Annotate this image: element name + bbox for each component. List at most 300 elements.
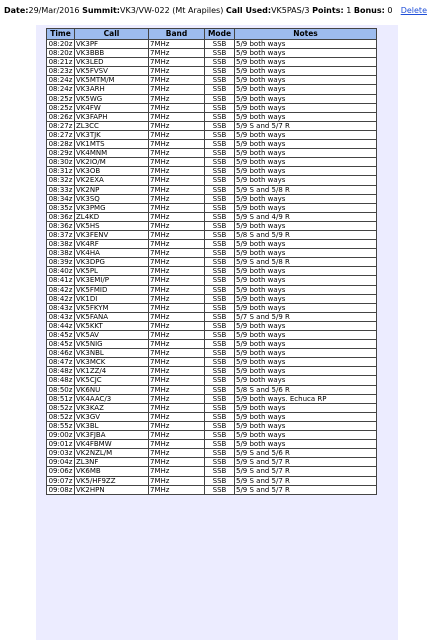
notes-cell: 5/9 both ways — [235, 240, 377, 249]
band-cell: 7MHz — [149, 467, 205, 476]
notes-cell: 5/9 both ways — [235, 176, 377, 185]
mode-cell: SSB — [205, 221, 235, 230]
table-body — [47, 40, 377, 495]
band-cell: 7MHz — [149, 121, 205, 130]
band-cell: 7MHz — [149, 385, 205, 394]
table-row — [47, 485, 377, 494]
table-row — [47, 167, 377, 176]
time-cell: 08:24z — [47, 85, 75, 94]
mode-cell: SSB — [205, 476, 235, 485]
call-cell: VK2NP — [75, 185, 149, 194]
table-row — [47, 385, 377, 394]
table-row — [47, 376, 377, 385]
band-cell: 7MHz — [149, 130, 205, 139]
call-cell: VK3BBB — [75, 49, 149, 58]
band-cell: 7MHz — [149, 312, 205, 321]
table-row — [47, 431, 377, 440]
table-row — [47, 349, 377, 358]
notes-cell: 5/9 both ways — [235, 149, 377, 158]
table-row — [47, 412, 377, 421]
band-cell: 7MHz — [149, 58, 205, 67]
call-cell: VK6NU — [75, 385, 149, 394]
notes-cell: 5/9 both ways — [235, 112, 377, 121]
time-cell: 08:29z — [47, 149, 75, 158]
call-cell: VK6MB — [75, 467, 149, 476]
time-cell: 08:47z — [47, 358, 75, 367]
call-cell: VK5HS — [75, 221, 149, 230]
band-cell: 7MHz — [149, 340, 205, 349]
time-cell: 08:25z — [47, 103, 75, 112]
time-cell: 08:51z — [47, 394, 75, 403]
call-value: VK5PAS/3 — [271, 6, 310, 15]
band-cell: 7MHz — [149, 203, 205, 212]
call-cell: VK2HPN — [75, 485, 149, 494]
notes-cell: 5/7 S and 5/9 R — [235, 312, 377, 321]
notes-cell: 5/9 both ways — [235, 67, 377, 76]
time-cell: 08:27z — [47, 121, 75, 130]
notes-cell: 5/9 both ways — [235, 367, 377, 376]
mode-cell: SSB — [205, 467, 235, 476]
table-row — [47, 367, 377, 376]
points-value: 1 — [346, 6, 352, 15]
band-cell: 7MHz — [149, 367, 205, 376]
mode-cell: SSB — [205, 340, 235, 349]
time-cell: 08:43z — [47, 312, 75, 321]
call-cell: VK2NZL/M — [75, 449, 149, 458]
band-cell: 7MHz — [149, 421, 205, 430]
time-cell: 08:33z — [47, 185, 75, 194]
time-cell: 08:43z — [47, 303, 75, 312]
notes-cell: 5/9 S and 4/9 R — [235, 212, 377, 221]
time-cell: 08:28z — [47, 140, 75, 149]
notes-cell: 5/9 both ways — [235, 158, 377, 167]
table-row — [47, 194, 377, 203]
call-cell: VK4RF — [75, 240, 149, 249]
mode-cell: SSB — [205, 276, 235, 285]
call-cell: VK3FENV — [75, 230, 149, 239]
mode-cell: SSB — [205, 431, 235, 440]
call-cell: ZL3NF — [75, 458, 149, 467]
band-cell: 7MHz — [149, 403, 205, 412]
time-cell: 08:36z — [47, 221, 75, 230]
mode-cell: SSB — [205, 440, 235, 449]
table-row — [47, 185, 377, 194]
mode-cell: SSB — [205, 67, 235, 76]
band-cell: 7MHz — [149, 458, 205, 467]
table-row — [47, 358, 377, 367]
mode-cell: SSB — [205, 49, 235, 58]
band-cell: 7MHz — [149, 40, 205, 49]
time-cell: 08:37z — [47, 230, 75, 239]
notes-cell: 5/9 S and 5/8 R — [235, 258, 377, 267]
call-cell: VK3FAPH — [75, 112, 149, 121]
band-cell: 7MHz — [149, 158, 205, 167]
band-cell: 7MHz — [149, 176, 205, 185]
table-row — [47, 230, 377, 239]
call-cell: VK5WG — [75, 94, 149, 103]
band-cell: 7MHz — [149, 140, 205, 149]
time-cell: 08:27z — [47, 130, 75, 139]
notes-cell: 5/9 both ways — [235, 76, 377, 85]
column-header-notes: Notes — [235, 29, 377, 40]
mode-cell: SSB — [205, 149, 235, 158]
table-row — [47, 94, 377, 103]
time-cell: 08:48z — [47, 376, 75, 385]
band-cell: 7MHz — [149, 258, 205, 267]
mode-cell: SSB — [205, 167, 235, 176]
notes-cell: 5/9 both ways — [235, 167, 377, 176]
log-panel — [36, 25, 398, 640]
table-row — [47, 203, 377, 212]
call-cell: VK3OB — [75, 167, 149, 176]
notes-cell: 5/9 both ways — [235, 276, 377, 285]
time-cell: 08:38z — [47, 249, 75, 258]
mode-cell: SSB — [205, 203, 235, 212]
table-row — [47, 340, 377, 349]
table-row — [47, 112, 377, 121]
mode-cell: SSB — [205, 394, 235, 403]
notes-cell: 5/9 S and 5/7 R — [235, 485, 377, 494]
mode-cell: SSB — [205, 403, 235, 412]
band-cell: 7MHz — [149, 85, 205, 94]
call-cell: VK3MCK — [75, 358, 149, 367]
mode-cell: SSB — [205, 121, 235, 130]
band-cell: 7MHz — [149, 285, 205, 294]
call-cell: VK5FVSV — [75, 67, 149, 76]
notes-cell: 5/9 both ways — [235, 440, 377, 449]
mode-cell: SSB — [205, 176, 235, 185]
call-cell: VK4HA — [75, 249, 149, 258]
notes-cell: 5/9 both ways — [235, 40, 377, 49]
band-cell: 7MHz — [149, 76, 205, 85]
mode-cell: SSB — [205, 421, 235, 430]
time-cell: 08:34z — [47, 194, 75, 203]
band-cell: 7MHz — [149, 376, 205, 385]
band-cell: 7MHz — [149, 485, 205, 494]
table-row — [47, 76, 377, 85]
call-cell: VK5NIG — [75, 340, 149, 349]
table-row — [47, 176, 377, 185]
mode-cell: SSB — [205, 412, 235, 421]
call-cell: VK4MNM — [75, 149, 149, 158]
table-row — [47, 49, 377, 58]
time-cell: 09:03z — [47, 449, 75, 458]
mode-cell: SSB — [205, 358, 235, 367]
notes-cell: 5/9 both ways — [235, 58, 377, 67]
table-row — [47, 212, 377, 221]
time-cell: 08:55z — [47, 421, 75, 430]
notes-cell: 5/9 both ways — [235, 303, 377, 312]
time-cell: 08:40z — [47, 267, 75, 276]
band-cell: 7MHz — [149, 321, 205, 330]
band-cell: 7MHz — [149, 294, 205, 303]
call-cell: VK3PMG — [75, 203, 149, 212]
delete-link[interactable]: Delete — [400, 6, 427, 15]
call-cell: VK3EMI/P — [75, 276, 149, 285]
call-cell: VK2IO/M — [75, 158, 149, 167]
notes-cell: 5/9 S and 5/6 R — [235, 449, 377, 458]
mode-cell: SSB — [205, 94, 235, 103]
call-cell: VK5KKT — [75, 321, 149, 330]
call-cell: VK3LED — [75, 58, 149, 67]
notes-cell: 5/9 both ways — [235, 203, 377, 212]
call-cell: VK1ZZ/4 — [75, 367, 149, 376]
call-cell: VK3BL — [75, 421, 149, 430]
mode-cell: SSB — [205, 267, 235, 276]
notes-cell: 5/9 both ways — [235, 331, 377, 340]
time-cell: 08:32z — [47, 176, 75, 185]
date-value: 29/Mar/2016 — [28, 6, 80, 15]
time-cell: 08:36z — [47, 212, 75, 221]
band-cell: 7MHz — [149, 67, 205, 76]
table-row — [47, 403, 377, 412]
table-row — [47, 476, 377, 485]
call-cell: VK5CJC — [75, 376, 149, 385]
band-cell: 7MHz — [149, 349, 205, 358]
band-cell: 7MHz — [149, 167, 205, 176]
table-row — [47, 258, 377, 267]
notes-cell: 5/9 both ways — [235, 431, 377, 440]
call-cell: VK5MTM/M — [75, 76, 149, 85]
mode-cell: SSB — [205, 185, 235, 194]
time-cell: 08:23z — [47, 67, 75, 76]
band-cell: 7MHz — [149, 185, 205, 194]
call-cell: VK3PF — [75, 40, 149, 49]
band-cell: 7MHz — [149, 449, 205, 458]
time-cell: 08:20z — [47, 40, 75, 49]
time-cell: 08:42z — [47, 294, 75, 303]
call-cell: VK2EXA — [75, 176, 149, 185]
notes-cell: 5/9 both ways — [235, 340, 377, 349]
mode-cell: SSB — [205, 458, 235, 467]
band-cell: 7MHz — [149, 230, 205, 239]
call-cell: VK3GV — [75, 412, 149, 421]
mode-cell: SSB — [205, 303, 235, 312]
table-row — [47, 121, 377, 130]
mode-cell: SSB — [205, 285, 235, 294]
call-cell: VK3NBL — [75, 349, 149, 358]
band-cell: 7MHz — [149, 94, 205, 103]
call-cell: VK3SQ — [75, 194, 149, 203]
mode-cell: SSB — [205, 367, 235, 376]
time-cell: 09:01z — [47, 440, 75, 449]
call-cell: VK5/HF9ZZ — [75, 476, 149, 485]
table-row — [47, 440, 377, 449]
notes-cell: 5/9 both ways — [235, 321, 377, 330]
table-row — [47, 294, 377, 303]
band-cell: 7MHz — [149, 276, 205, 285]
table-row — [47, 321, 377, 330]
band-cell: 7MHz — [149, 412, 205, 421]
mode-cell: SSB — [205, 85, 235, 94]
mode-cell: SSB — [205, 112, 235, 121]
mode-cell: SSB — [205, 230, 235, 239]
call-cell: VK1DI — [75, 294, 149, 303]
band-cell: 7MHz — [149, 303, 205, 312]
qso-table — [46, 28, 377, 495]
mode-cell: SSB — [205, 240, 235, 249]
notes-cell: 5/9 both ways — [235, 358, 377, 367]
table-row — [47, 303, 377, 312]
notes-cell: 5/8 S and 5/6 R — [235, 385, 377, 394]
mode-cell: SSB — [205, 385, 235, 394]
table-row — [47, 149, 377, 158]
time-cell: 08:25z — [47, 94, 75, 103]
mode-cell: SSB — [205, 58, 235, 67]
table-row — [47, 103, 377, 112]
table-row — [47, 285, 377, 294]
notes-cell: 5/9 S and 5/8 R — [235, 185, 377, 194]
time-cell: 08:21z — [47, 58, 75, 67]
notes-cell: 5/9 both ways — [235, 94, 377, 103]
log-header — [4, 4, 431, 18]
band-cell: 7MHz — [149, 249, 205, 258]
table-row — [47, 312, 377, 321]
band-cell: 7MHz — [149, 212, 205, 221]
mode-cell: SSB — [205, 294, 235, 303]
table-row — [47, 267, 377, 276]
mode-cell: SSB — [205, 130, 235, 139]
time-cell: 08:35z — [47, 203, 75, 212]
time-cell: 08:24z — [47, 76, 75, 85]
notes-cell: 5/8 S and 5/9 R — [235, 230, 377, 239]
call-cell: VK5FANA — [75, 312, 149, 321]
call-cell: VK3DPG — [75, 258, 149, 267]
time-cell: 08:42z — [47, 285, 75, 294]
time-cell: 08:52z — [47, 403, 75, 412]
notes-cell: 5/9 both ways — [235, 294, 377, 303]
notes-cell: 5/9 S and 5/7 R — [235, 458, 377, 467]
notes-cell: 5/9 both ways — [235, 421, 377, 430]
mode-cell: SSB — [205, 449, 235, 458]
notes-cell: 5/9 S and 5/7 R — [235, 476, 377, 485]
band-cell: 7MHz — [149, 431, 205, 440]
band-cell: 7MHz — [149, 476, 205, 485]
band-cell: 7MHz — [149, 194, 205, 203]
mode-cell: SSB — [205, 331, 235, 340]
time-cell: 08:38z — [47, 240, 75, 249]
time-cell: 08:50z — [47, 385, 75, 394]
band-cell: 7MHz — [149, 240, 205, 249]
call-cell: ZL3CC — [75, 121, 149, 130]
call-cell: VK3FJBA — [75, 431, 149, 440]
time-cell: 08:48z — [47, 367, 75, 376]
band-cell: 7MHz — [149, 149, 205, 158]
notes-cell: 5/9 S and 5/7 R — [235, 467, 377, 476]
time-cell: 09:07z — [47, 476, 75, 485]
call-cell: ZL4KD — [75, 212, 149, 221]
call-cell: VK4FBMW — [75, 440, 149, 449]
table-row — [47, 240, 377, 249]
notes-cell: 5/9 both ways — [235, 285, 377, 294]
time-cell: 09:08z — [47, 485, 75, 494]
time-cell: 08:52z — [47, 412, 75, 421]
table-row — [47, 221, 377, 230]
time-cell: 08:30z — [47, 158, 75, 167]
band-cell: 7MHz — [149, 221, 205, 230]
mode-cell: SSB — [205, 212, 235, 221]
notes-cell: 5/9 both ways — [235, 49, 377, 58]
band-cell: 7MHz — [149, 49, 205, 58]
table-row — [47, 130, 377, 139]
notes-cell: 5/9 both ways — [235, 140, 377, 149]
call-cell: VK1MTS — [75, 140, 149, 149]
band-cell: 7MHz — [149, 267, 205, 276]
mode-cell: SSB — [205, 258, 235, 267]
band-cell: 7MHz — [149, 358, 205, 367]
notes-cell: 5/9 both ways — [235, 249, 377, 258]
time-cell: 09:06z — [47, 467, 75, 476]
notes-cell: 5/9 both ways — [235, 267, 377, 276]
time-cell: 08:31z — [47, 167, 75, 176]
table-row — [47, 40, 377, 49]
mode-cell: SSB — [205, 158, 235, 167]
column-header-mode: Mode — [205, 29, 235, 40]
mode-cell: SSB — [205, 249, 235, 258]
mode-cell: SSB — [205, 485, 235, 494]
table-row — [47, 276, 377, 285]
mode-cell: SSB — [205, 140, 235, 149]
mode-cell: SSB — [205, 194, 235, 203]
table-row — [47, 331, 377, 340]
notes-cell: 5/9 both ways — [235, 194, 377, 203]
summit-value: VK3/VW-022 (Mt Arapiles) — [119, 6, 224, 15]
time-cell: 09:00z — [47, 431, 75, 440]
mode-cell: SSB — [205, 349, 235, 358]
mode-cell: SSB — [205, 321, 235, 330]
band-cell: 7MHz — [149, 394, 205, 403]
mode-cell: SSB — [205, 40, 235, 49]
column-header-call: Call — [75, 29, 149, 40]
table-row — [47, 140, 377, 149]
time-cell: 08:46z — [47, 349, 75, 358]
notes-cell: 5/9 both ways. Echuca RP — [235, 394, 377, 403]
table-row — [47, 85, 377, 94]
call-cell: VK3TJK — [75, 130, 149, 139]
call-cell: VK4FW — [75, 103, 149, 112]
time-cell: 08:26z — [47, 112, 75, 121]
call-cell: VK5AV — [75, 331, 149, 340]
call-cell: VK4AAC/3 — [75, 394, 149, 403]
table-row — [47, 67, 377, 76]
notes-cell: 5/9 both ways — [235, 221, 377, 230]
column-header-time: Time — [47, 29, 75, 40]
notes-cell: 5/9 both ways — [235, 376, 377, 385]
call-cell: VK5PL — [75, 267, 149, 276]
time-cell: 08:45z — [47, 340, 75, 349]
notes-cell: 5/9 both ways — [235, 103, 377, 112]
mode-cell: SSB — [205, 376, 235, 385]
table-row — [47, 58, 377, 67]
notes-cell: 5/9 both ways — [235, 412, 377, 421]
header-summary: Date:29/Mar/2016 Summit:VK3/VW-022 (Mt Arapiles) Call Used:VK5PAS/3 Points: 1 Bonus: 0 — [4, 6, 393, 15]
column-header-band: Band — [149, 29, 205, 40]
mode-cell: SSB — [205, 312, 235, 321]
notes-cell: 5/9 both ways — [235, 130, 377, 139]
table-row — [47, 394, 377, 403]
time-cell: 08:45z — [47, 331, 75, 340]
band-cell: 7MHz — [149, 112, 205, 121]
call-cell: VK5FKYM — [75, 303, 149, 312]
time-cell: 08:20z — [47, 49, 75, 58]
notes-cell: 5/9 both ways — [235, 85, 377, 94]
notes-cell: 5/9 S and 5/7 R — [235, 121, 377, 130]
mode-cell: SSB — [205, 103, 235, 112]
notes-cell: 5/9 both ways — [235, 403, 377, 412]
table-row — [47, 467, 377, 476]
time-cell: 08:44z — [47, 321, 75, 330]
table-row — [47, 249, 377, 258]
